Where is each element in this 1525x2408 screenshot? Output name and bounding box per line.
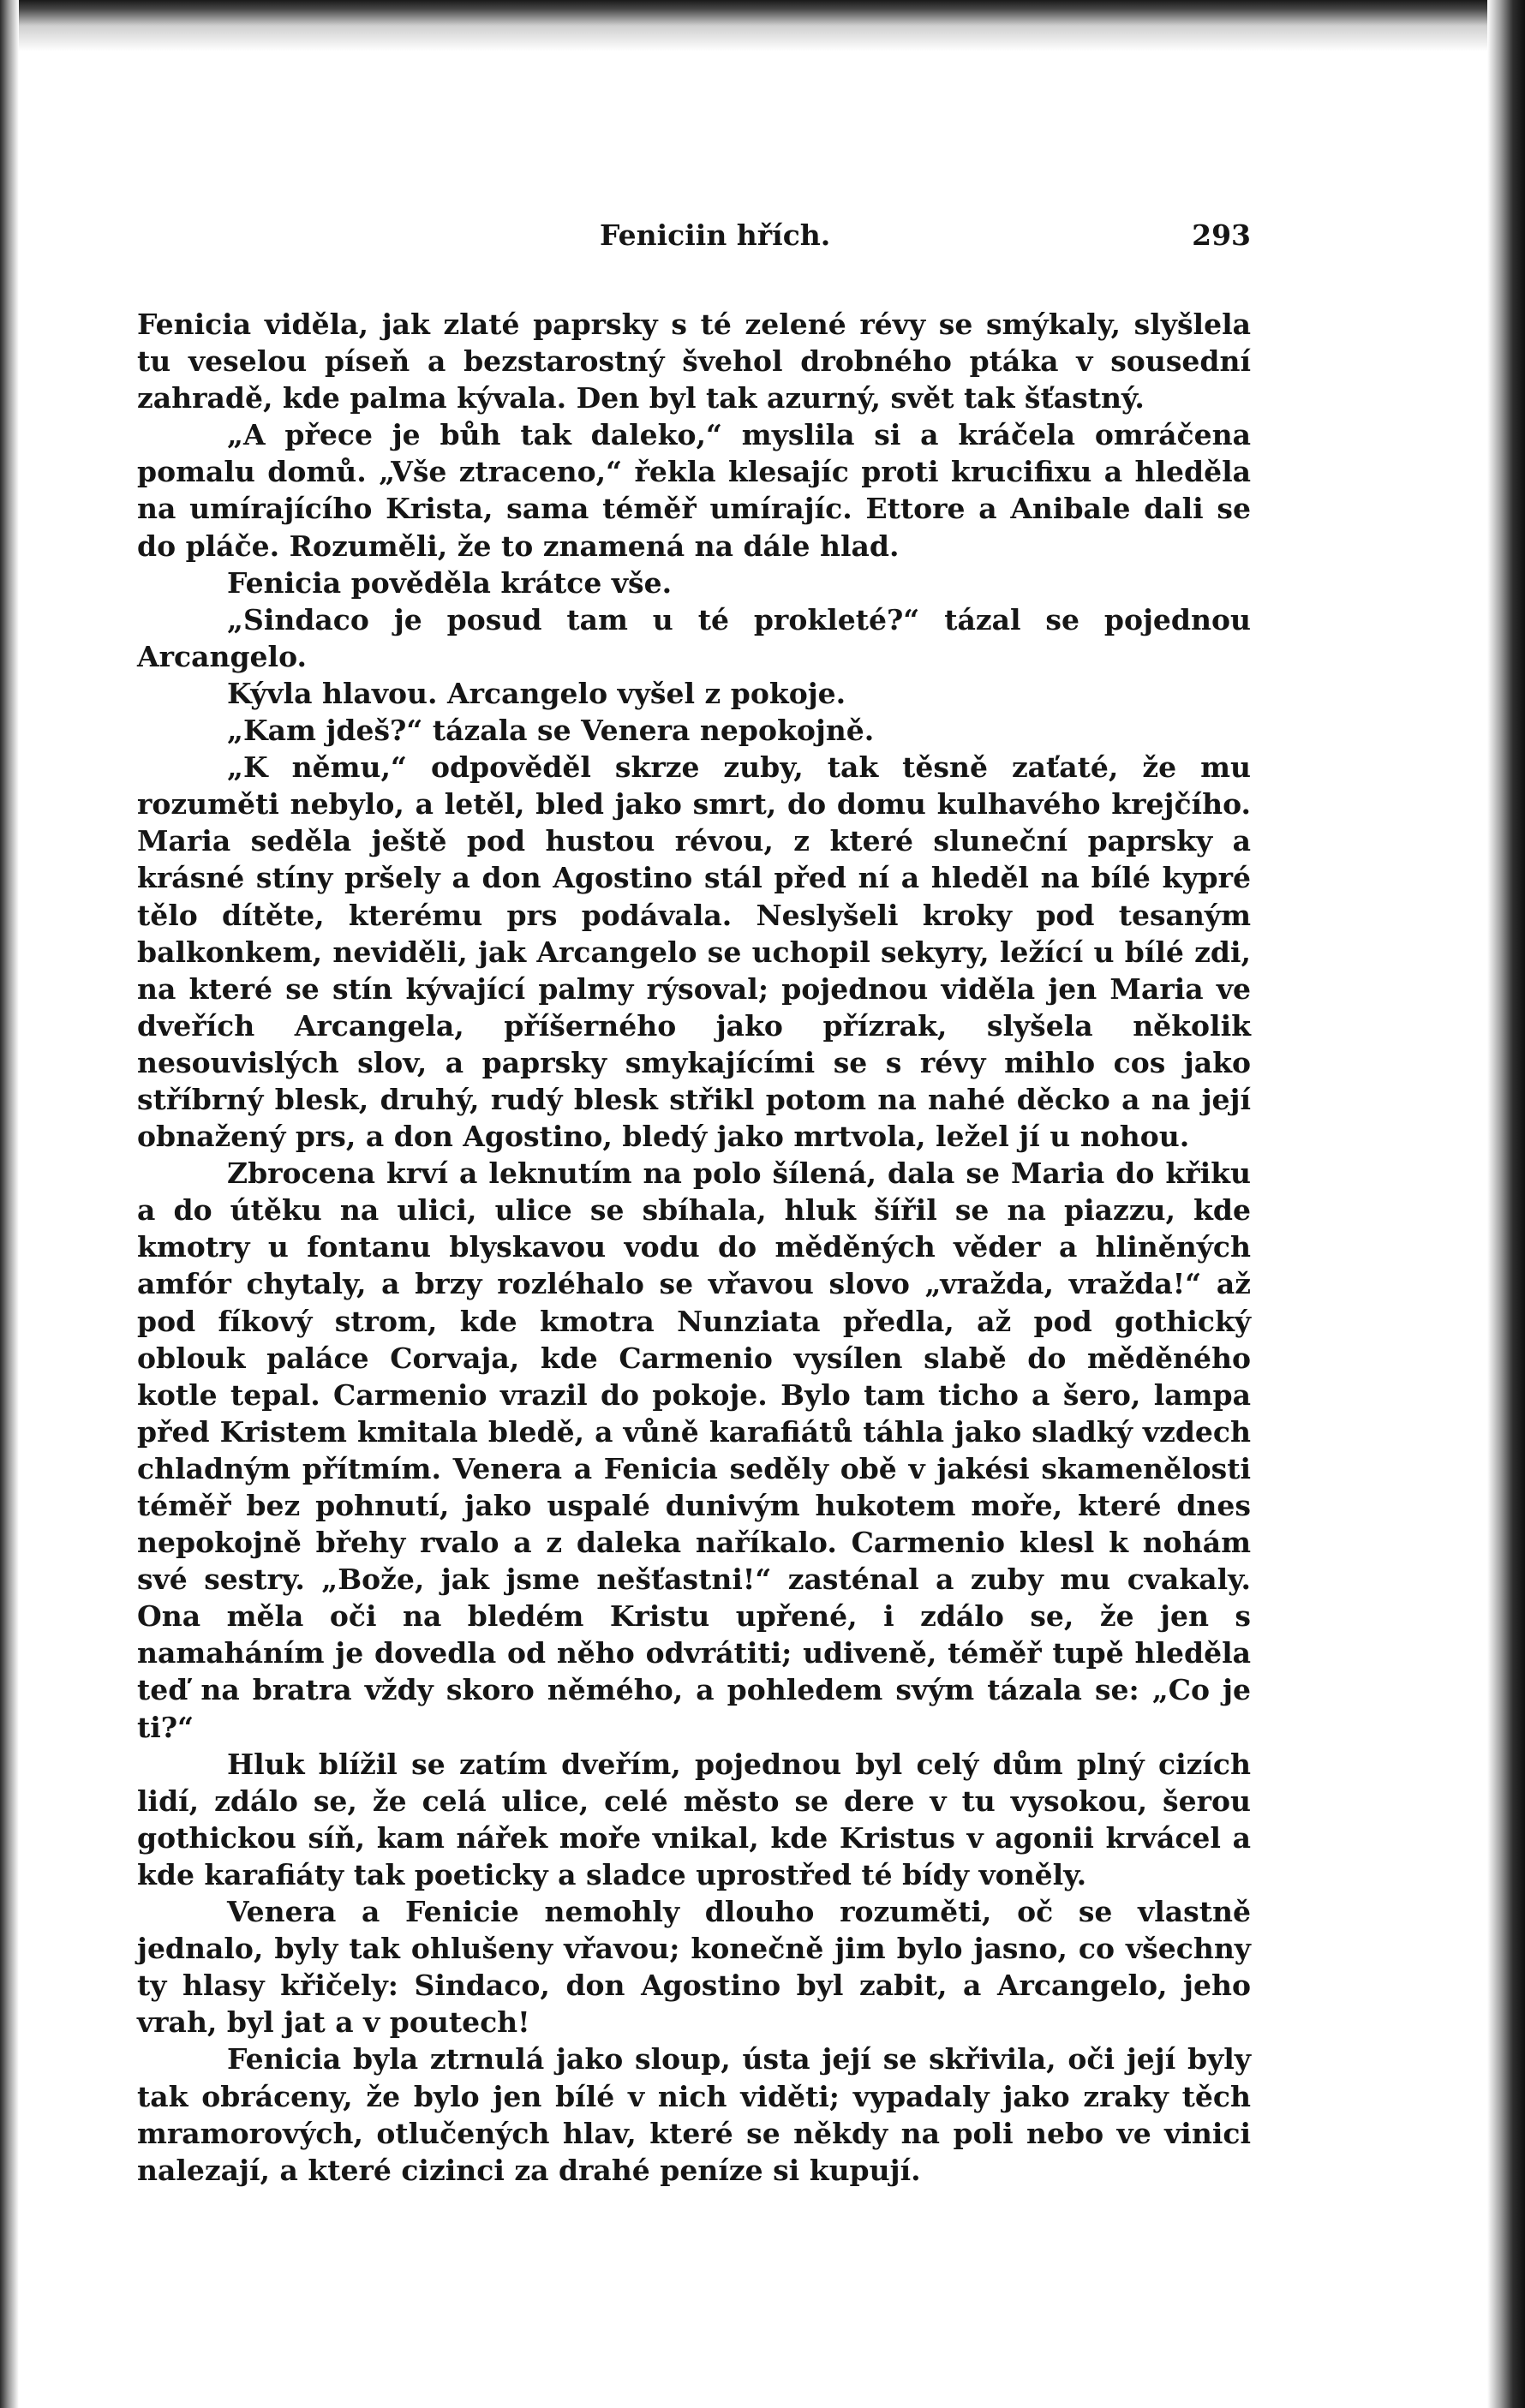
paragraph-4: „Sindaco je posud tam u té prokleté?“ tázal se pojednou Arcangelo.: [137, 602, 1251, 673]
paragraph-1: Fenicia viděla, jak zlaté paprsky s té zelené révy se smýkaly, slyšlela tu veselou píseň a bezstarostný švehol drobného ptáka v sousední zahradě, kde palma kývala. Den byl tak azurný, svět tak šťastný.: [137, 308, 1251, 415]
running-title: Feniciin hřích.: [600, 218, 831, 252]
body-text: [137, 306, 1251, 2189]
paragraph-6: „Kam jdeš?“ tázala se Venera nepokojně.: [227, 714, 875, 748]
paragraph-3: Fenicia pověděla krátce vše.: [227, 565, 673, 600]
paragraph-8: Zbrocena krví a leknutím na polo šílená, dala se Maria do křiku a do útěku na ulici, ulice se sbíhala, hluk šířil se na piazzu, kde kmotry u fontanu blyskavou vodu do měděných věder a hliněných amfór chytaly, a brzy rozléhalo se vřavou slovo „vražda, vražda!“ až pod fíkový strom, kde kmotra Nunziata předla, až pod gothický oblouk paláce Corvaja, kde Carmenio vysílen slabě do měděného kotle tepal. Carmenio vrazil do pokoje. Bylo tam ticho a šero, lampa před Kristem kmitala bledě, a vůně karafiátů táhla jako sladký vzdech chladným přítmím. Venera a Fenicia seděly obě v jakési skamenělosti téměř bez pohnutí, jako uspalé dunivým hukotem moře, které dnes nepokojně břehy rvalo a z daleka naříkalo. Carmenio klesl k nohám své sestry. „Bože, jak jsme nešťastni!“ zasténal a zuby mu cvakaly. Ona měla oči na bledém Kristu upřené, i zdálo se, že jen s namaháním je dovedla od něho odvrátiti; udiveně, téměř tupě hleděla teď na bratra vždy skoro němého, a pohledem svým tázala se: „Co je ti?“: [137, 1156, 1251, 1744]
page-header: [137, 218, 1251, 261]
paragraph-11: Fenicia byla ztrnulá jako sloup, ústa její se skřivila, oči její byly tak obráceny, že bylo jen bílé v nich viděti; vypadaly jako zraky těch mramorových, otlučených hlav, které se někdy na poli nebo ve vinici nalezají, a které cizinci za drahé peníze si kupují.: [137, 2042, 1251, 2187]
page-number: 293: [1192, 218, 1251, 252]
paragraph-5: Kývla hlavou. Arcangelo vyšel z pokoje.: [227, 676, 846, 710]
scan-left-shadow: [0, 0, 19, 2408]
paragraph-9: Hluk blížil se zatím dveřím, pojednou byl celý dům plný cizích lidí, zdálo se, že celá ulice, celé město se dere v tu vysokou, šerou gothickou síň, kam nářek moře vnikal, kde Kristus v agonii krvácel a kde karafiáty tak poeticky a sladce uprostřed té bídy voněly.: [137, 1747, 1251, 1891]
scan-right-shadow: [1487, 0, 1525, 2408]
book-page: [137, 218, 1251, 2189]
paragraph-7: „K němu,“ odpověděl skrze zuby, tak těsně zaťaté, že mu rozuměti nebylo, a letěl, bled jako smrt, do domu kulhavého krejčího. Maria seděla ještě pod hustou révou, z které sluneční paprsky a krásné stíny pršely a don Agostino stál před ní a hleděl na bílé kypré tělo dítěte, kterému prs podávala. Neslyšeli kroky pod tesaným balkonkem, neviděli, jak Arcangelo se uchopil sekyry, ležící u bílé zdi, na které se stín kývající palmy rýsoval; pojednou viděla jen Maria ve dveřích Arcangela, příšerného jako přízrak, slyšela několik nesouvislých slov, a paprsky smykajícími se s révy mihlo cos jako stříbrný blesk, druhý, rudý blesk střikl potom na nahé děcko a na její obnažený prs, a don Agostino, bledý jako mrtvola, ležel jí u nohou.: [137, 750, 1251, 1154]
scan-top-shadow: [0, 0, 1525, 51]
paragraph-10: Venera a Fenicie nemohly dlouho rozuměti, oč se vlastně jednalo, byly tak ohlušeny vřavou; konečně jim bylo jasno, co všechny ty hlasy křičely: Sindaco, don Agostino byl zabit, a Arcangelo, jeho vrah, byl jat a v poutech!: [137, 1895, 1251, 2040]
paragraph-2: „A přece je bůh tak daleko,“ myslila si a kráčela omráčena pomalu domů. „Vše ztraceno,“ řekla klesajíc proti krucifixu a hleděla na umírajícího Krista, sama téměř umírajíc. Ettore a Anibale dali se do pláče. Rozuměli, že to znamená na dále hlad.: [137, 418, 1251, 563]
